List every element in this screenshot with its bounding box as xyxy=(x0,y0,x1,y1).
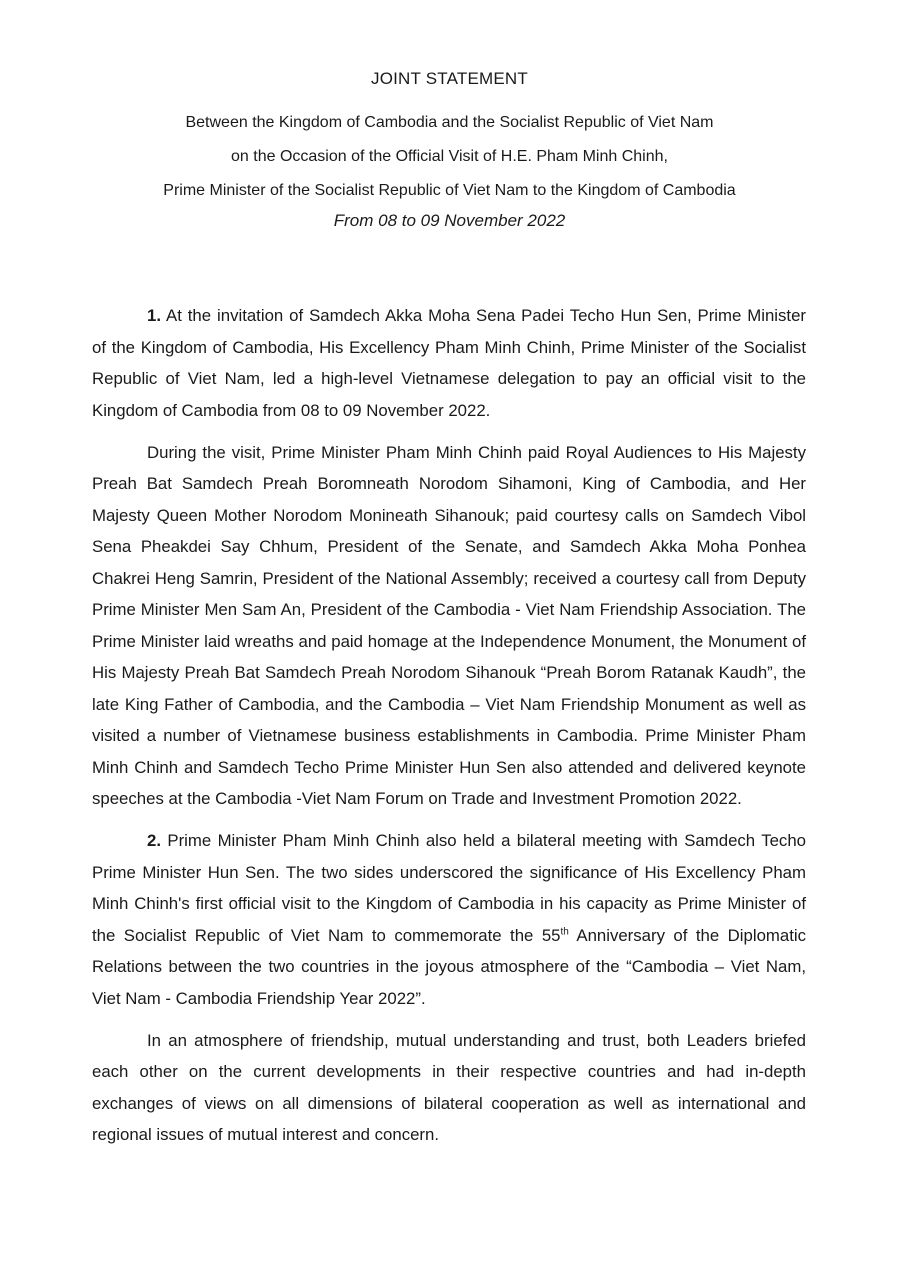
paragraph-number: 2. xyxy=(147,831,161,850)
ordinal-suffix: th xyxy=(560,925,569,937)
document-title: JOINT STATEMENT xyxy=(371,69,528,88)
subtitle-line: on the Occasion of the Official Visit of H.E. Pham Minh Chinh, xyxy=(231,148,668,165)
paragraph-text-continued: Anniversary of the Diplomatic Relations between the two countries in the joyous atmosphere of the “Cambodia – Viet Nam, Viet Nam - Cambodia Friendship Year 2022”. xyxy=(92,925,806,1008)
paragraph-text: In an atmosphere of friendship, mutual understanding and trust, both Leaders briefed each other on the current developments in their respective countries and had in-depth exchanges of views on all dimensions of bilateral cooperation as well as international and regional issues of mutual interest and concern. xyxy=(92,1030,806,1144)
paragraph-text: During the visit, Prime Minister Pham Minh Chinh paid Royal Audiences to His Majesty Preah Bat Samdech Preah Boromneath Norodom Sihamoni, King of Cambodia, and Her Majesty Queen Mother Norodom Monineath Sihanouk; paid courtesy calls on Samdech Vibol Sena Pheakdei Say Chhum, President of the Senate, and Samdech Akka Moha Ponhea Chakrei Heng Samrin, President of the National Assembly; received a courtesy call from Deputy Prime Minister Men Sam An, President of the Cambodia - Viet Nam Friendship Association. The Prime Minister laid wreaths and paid homage at the Independence Monument, the Monument of His Majesty Preah Bat Samdech Preah Norodom Sihanouk “Preah Borom Ratanak Kaudh”, the late King Father of Cambodia, and the Cambodia – Viet Nam Friendship Monument as well as visited a number of Vietnamese business establishments in Cambodia. Prime Minister Pham Minh Chinh and Samdech Techo Prime Minister Hun Sen also attended and delivered keynote speeches at the Cambodia -Viet Nam Forum on Trade and Investment Promotion 2022. xyxy=(92,442,806,808)
paragraph-visit-details xyxy=(92,437,806,815)
subtitle-line: Prime Minister of the Socialist Republic of Viet Nam to the Kingdom of Cambodia xyxy=(163,182,736,199)
paragraph-number: 1. xyxy=(147,306,161,325)
date-line: From 08 to 09 November 2022 xyxy=(333,211,566,230)
paragraph-atmosphere xyxy=(92,1025,806,1151)
paragraph-1 xyxy=(92,300,806,426)
document-subtitle xyxy=(0,106,899,208)
document-body xyxy=(92,300,806,1161)
paragraph-text: At the invitation of Samdech Akka Moha Sena Padei Techo Hun Sen, Prime Minister of the Kingdom of Cambodia, His Excellency Pham Minh Chinh, Prime Minister of the Socialist Republic of Viet Nam, led a high-level Vietnamese delegation to pay an official visit to the Kingdom of Cambodia from 08 to 09 November 2022. xyxy=(92,306,806,420)
subtitle-line: Between the Kingdom of Cambodia and the Socialist Republic of Viet Nam xyxy=(185,114,714,131)
paragraph-text: Prime Minister Pham Minh Chinh also held a bilateral meeting with Samdech Techo Prime Minister Hun Sen. The two sides underscored the significance of His Excellency Pham Minh Chinh's first official visit to the Kingdom of Cambodia in his capacity as Prime Minister of the Socialist Republic of Viet Nam to commemorate the 55 xyxy=(92,831,806,945)
paragraph-2 xyxy=(92,825,806,1014)
